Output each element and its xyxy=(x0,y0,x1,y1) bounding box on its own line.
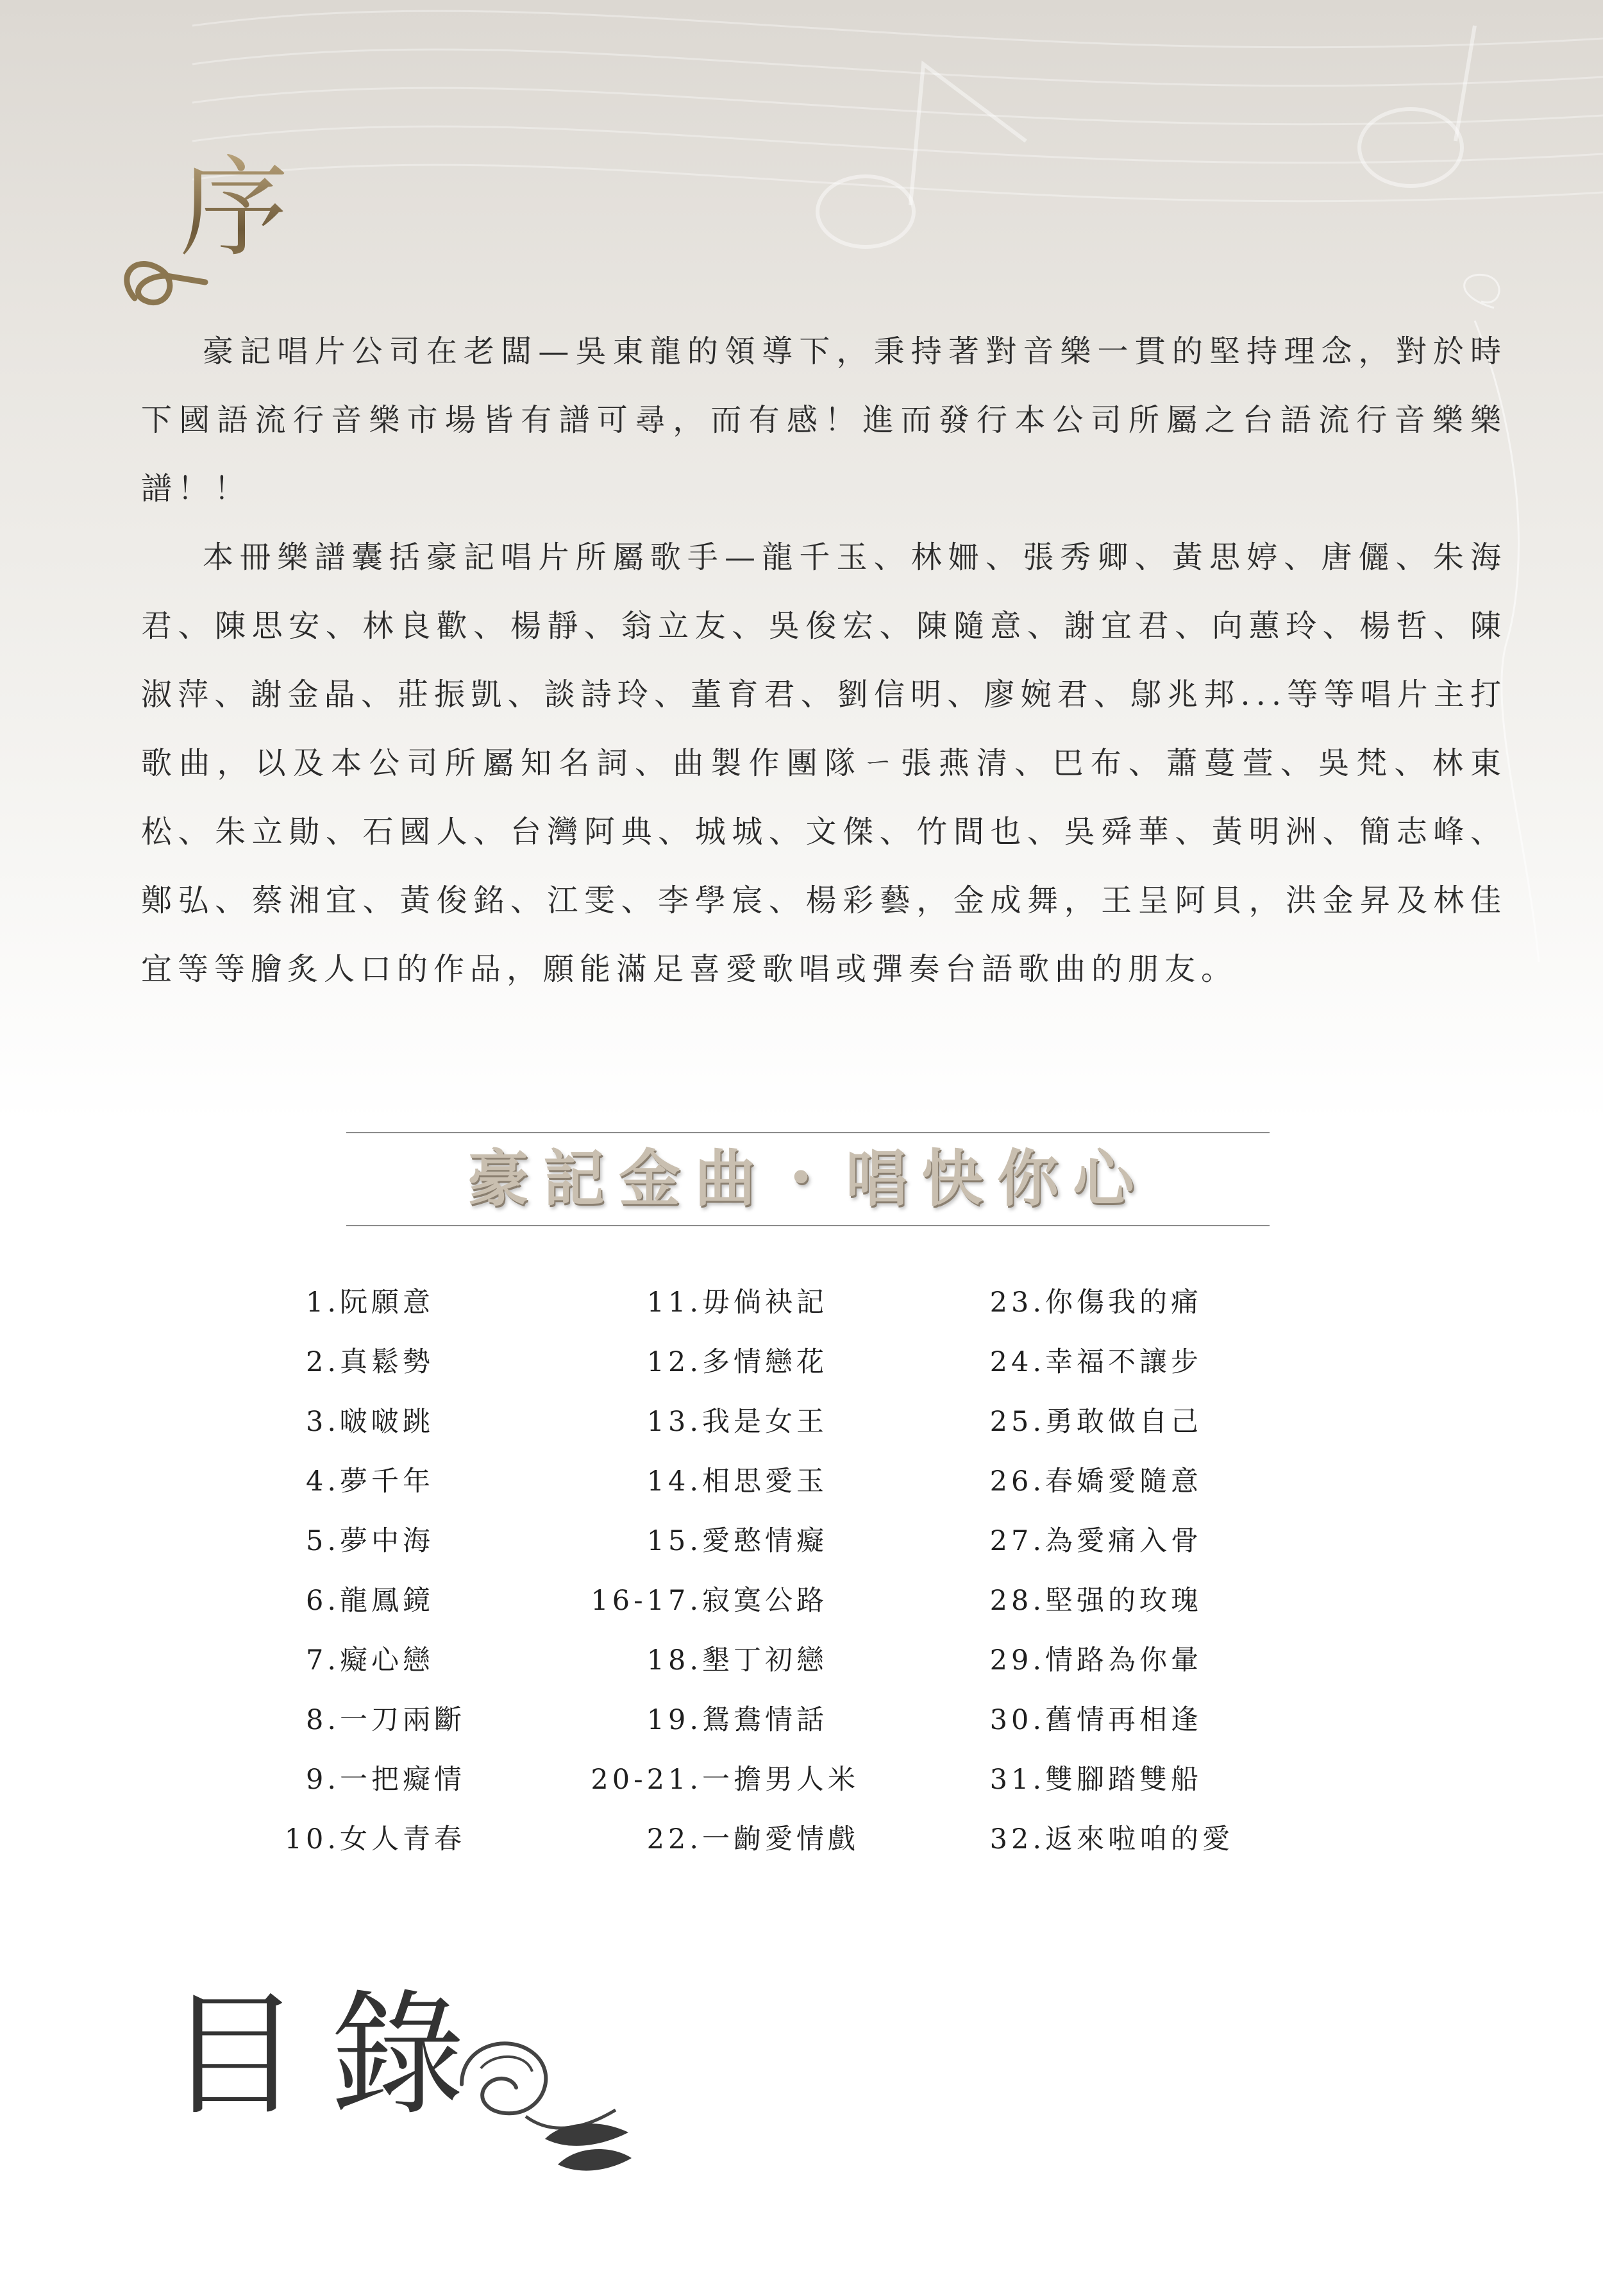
toc-item[interactable]: 19.鴛鴦情話 xyxy=(646,1704,828,1736)
preface-title xyxy=(109,145,301,314)
toc-item[interactable]: 3.啵啵跳 xyxy=(305,1406,434,1438)
music-note-icon xyxy=(818,26,1475,247)
toc-item[interactable]: 15.愛憨情癡 xyxy=(646,1525,828,1557)
toc-item[interactable]: 29.情路為你暈 xyxy=(989,1644,1202,1676)
toc-item[interactable]: 6.龍鳳鏡 xyxy=(305,1585,434,1617)
toc-item[interactable]: 20-21.一擔男人米 xyxy=(591,1764,859,1796)
toc-item[interactable]: 26.春嬌愛隨意 xyxy=(989,1465,1202,1498)
subtitle: 豪記金曲・唱快你心 xyxy=(467,1142,1148,1215)
preface-body xyxy=(141,317,1507,1004)
divider xyxy=(346,1132,1270,1133)
toc-item[interactable]: 1.阮願意 xyxy=(305,1287,434,1319)
toc-item[interactable]: 18.墾丁初戀 xyxy=(646,1644,828,1676)
toc-item[interactable]: 13.我是女王 xyxy=(646,1406,828,1438)
toc-heading xyxy=(167,1977,628,2181)
toc-item[interactable]: 7.癡心戀 xyxy=(305,1644,434,1676)
toc-item[interactable]: 22.一齣愛情戲 xyxy=(646,1823,859,1855)
toc-item[interactable]: 12.多情戀花 xyxy=(646,1346,828,1378)
toc-item[interactable]: 25.勇敢做自己 xyxy=(989,1406,1202,1438)
preface-paragraph: 本冊樂譜囊括豪記唱片所屬歌手—龍千玉、林姍、張秀卿、黃思婷、唐儷、朱海君、陳思安、林良歡、楊靜、翁立友、吳俊宏、陳隨意、謝宜君、向蕙玲、楊哲、陳淑萍、謝金晶、莊振凱、談詩玲、董育君、劉信明、廖婉君、鄔兆邦...等等唱片主打歌曲，以及本公司所屬知名詞、曲製作團隊ㄧ張燕清、巴布、蕭蔓萱、吳梵、林東松、朱立勛、石國人、台灣阿典、城城、文傑、竹間也、吳舜華、黃明洲、簡志峰、鄭弘、蔡湘宜、黃俊銘、江雯、李學宸、楊彩藝，金成舞，王呈阿貝，洪金昇及林佳宜等等膾炙人口的作品，願能滿足喜愛歌唱或彈奏台語歌曲的朋友。 xyxy=(141,539,1507,987)
toc-item[interactable]: 14.相思愛玉 xyxy=(646,1465,828,1498)
toc-item[interactable]: 30.舊情再相逢 xyxy=(989,1704,1202,1736)
toc-item[interactable]: 11.毋倘袂記 xyxy=(646,1287,828,1319)
toc-item[interactable]: 31.雙腳踏雙船 xyxy=(989,1764,1202,1796)
toc-item[interactable]: 24.幸福不讓步 xyxy=(989,1346,1202,1378)
toc-item[interactable]: 32.返來啦咱的愛 xyxy=(989,1823,1234,1855)
toc-column-2 xyxy=(519,1273,859,1870)
toc-item[interactable]: 8.一刀兩斷 xyxy=(305,1704,466,1736)
toc-column-1 xyxy=(266,1273,466,1870)
toc-item[interactable]: 5.夢中海 xyxy=(305,1525,434,1557)
preface-paragraph: 豪記唱片公司在老闆—吳東龍的領導下，秉持著對音樂一貫的堅持理念，對於時下國語流行音樂市場皆有譜可尋，而有感！進而發行本公司所屬之台語流行音樂樂譜！！ xyxy=(141,333,1507,507)
toc-item[interactable]: 10.女人青春 xyxy=(284,1823,466,1855)
toc-item[interactable]: 16-17.寂寞公路 xyxy=(591,1585,828,1617)
toc-item[interactable]: 4.夢千年 xyxy=(305,1465,434,1498)
divider xyxy=(346,1225,1270,1226)
toc-title-text: 目錄 xyxy=(167,1977,494,2134)
toc-item[interactable]: 28.堅强的玫瑰 xyxy=(989,1585,1202,1617)
toc-item[interactable]: 2.真鬆勢 xyxy=(305,1346,434,1378)
toc-item[interactable]: 23.你傷我的痛 xyxy=(989,1287,1202,1319)
toc-column-3 xyxy=(978,1273,1234,1870)
swirl-leaf-ornament-icon xyxy=(436,2007,648,2174)
preface-title-text: 序 xyxy=(180,145,289,272)
toc-item[interactable]: 27.為愛痛入骨 xyxy=(989,1525,1202,1557)
toc-item[interactable]: 9.一把癡情 xyxy=(305,1764,466,1796)
